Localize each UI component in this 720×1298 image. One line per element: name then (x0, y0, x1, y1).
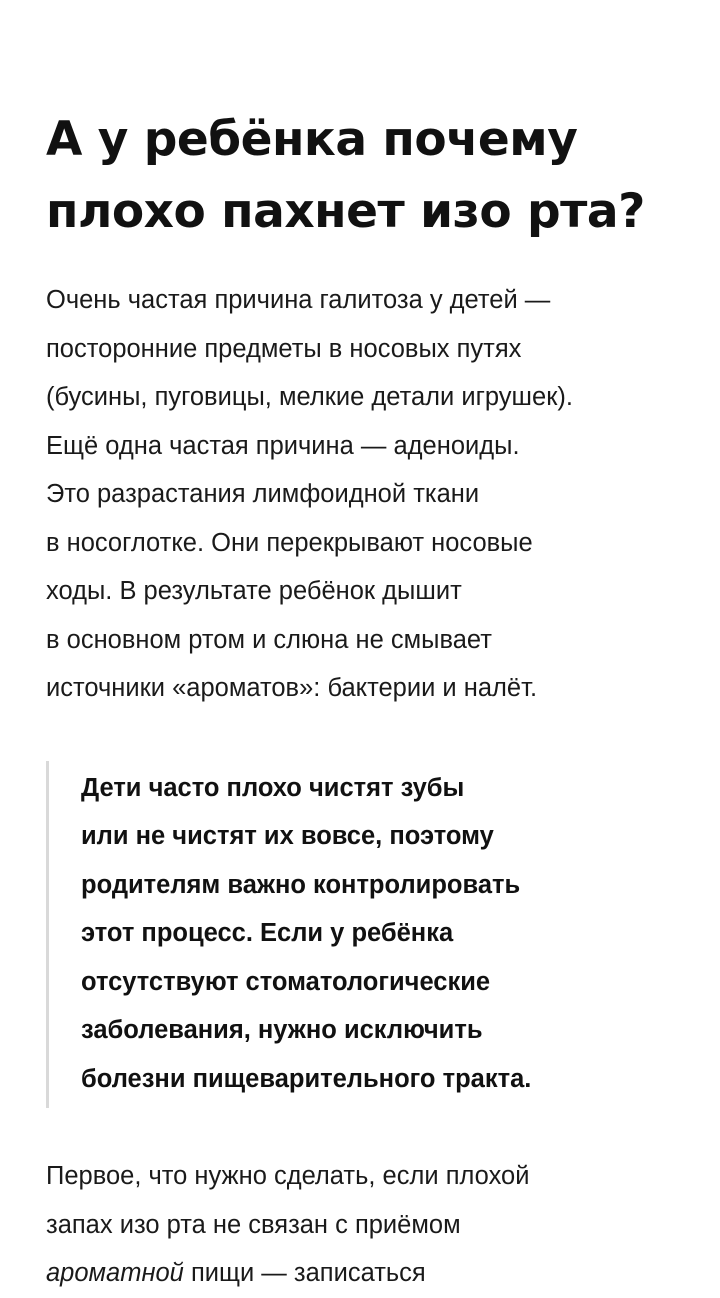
article (46, 104, 686, 1298)
paragraph-line: источники «ароматов»: бактерии и налёт. (46, 674, 538, 702)
paragraph-line: (бусины, пуговицы, мелкие детали игрушек). (46, 383, 573, 411)
quote-line: этот процесс. Если у ребёнка (81, 919, 454, 947)
paragraph-line: Первое, что нужно сделать, если плохой (46, 1162, 530, 1190)
quote-line: отсутствуют стоматологические (81, 967, 491, 996)
quote-line: заболевания, нужно исключить (81, 1016, 483, 1044)
paragraph-line: в носоглотке. Они перекрывают носовые (46, 528, 533, 557)
paragraph-line: Ещё одна частая причина — аденоиды. (46, 431, 520, 460)
quote-line: или не чистят их вовсе, поэтому (81, 822, 494, 850)
paragraph-line: в основном ртом и слюна не смывает (46, 625, 492, 654)
paragraph-line: запах изо рта не связан с приёмом (46, 1210, 461, 1239)
quote-line: Дети часто плохо чистят зубы (81, 773, 465, 802)
italic-word: ароматной (46, 1259, 184, 1287)
title-line: А у ребёнка почему (46, 112, 578, 167)
article-title (46, 104, 686, 248)
paragraph-line (46, 1249, 686, 1298)
paragraph-line: Очень частая причина галитоза у детей — (46, 286, 551, 314)
paragraph-line: Это разрастания лимфоидной ткани (46, 480, 480, 508)
quote-line: болезни пищеварительного тракта. (81, 1064, 532, 1093)
paragraph-line: ходы. В результате ребёнок дышит (46, 577, 462, 605)
quote-line: родителям важно контролировать (81, 870, 521, 899)
paragraph-line: посторонние предметы в носовых путях (46, 334, 522, 363)
title-line: плохо пахнет изо рта? (46, 184, 645, 239)
pull-quote (46, 761, 646, 1109)
paragraph-line-rest: пищи — записаться (183, 1259, 426, 1287)
second-paragraph (46, 1152, 686, 1298)
intro-paragraph (46, 276, 686, 713)
